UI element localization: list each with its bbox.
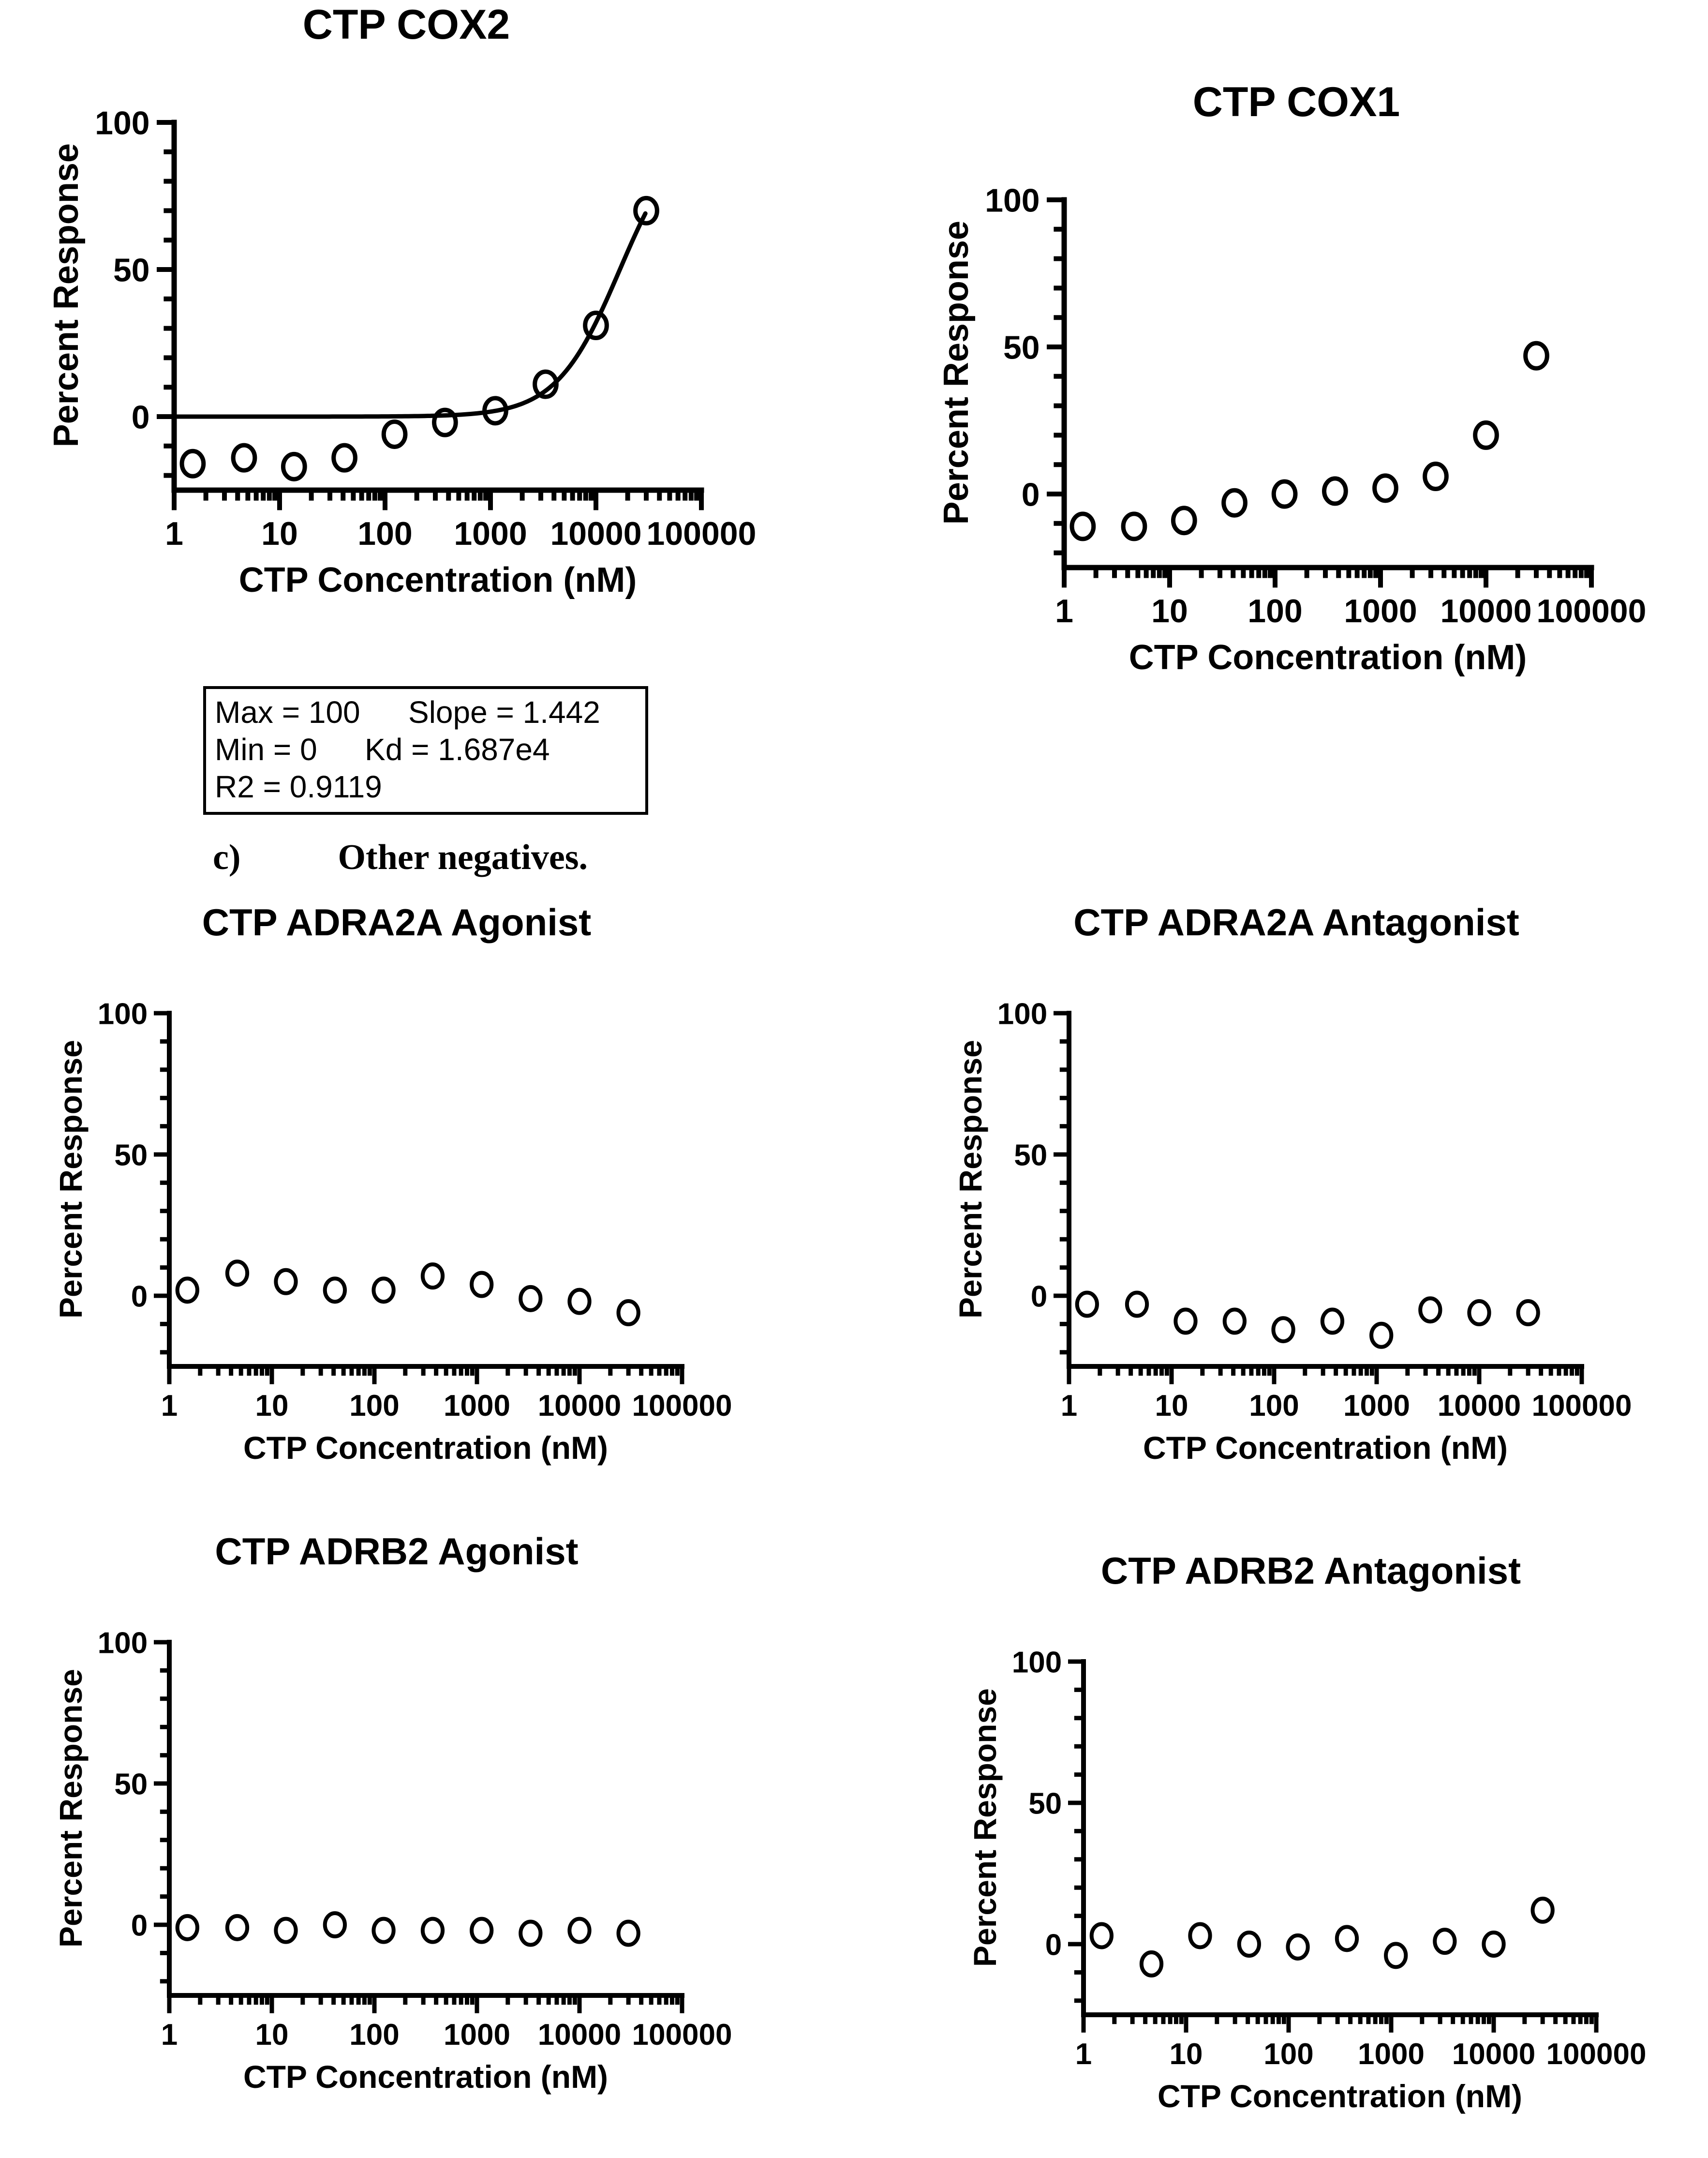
data-point xyxy=(1484,1933,1503,1956)
data-point xyxy=(569,1918,589,1942)
x-tick-label: 100000 xyxy=(1531,1389,1632,1423)
chart-plot-adrb2-agonist xyxy=(19,1574,774,2137)
data-series xyxy=(1077,1292,1538,1347)
fit-param-row-3 xyxy=(215,768,637,806)
data-point xyxy=(373,1278,393,1302)
fit-min-label: Min = 0 xyxy=(215,732,317,767)
x-tick-label: 1000 xyxy=(444,1389,510,1423)
data-series xyxy=(178,1913,639,1945)
x-tick-label: 100 xyxy=(349,2018,400,2052)
data-point xyxy=(1173,508,1195,533)
data-point xyxy=(472,1273,491,1296)
y-axis-title: Percent Response xyxy=(53,1668,89,1948)
data-point xyxy=(619,1921,639,1945)
x-tick-label: 10 xyxy=(1155,1389,1188,1423)
data-point xyxy=(325,1278,345,1302)
data-point xyxy=(472,1918,491,1942)
data-point xyxy=(1239,1933,1259,1956)
x-axis-title: CTP Concentration (nM) xyxy=(1143,1429,1508,1466)
data-point xyxy=(276,1918,296,1942)
x-axis-title: CTP Concentration (nM) xyxy=(238,561,637,600)
data-point xyxy=(520,1287,540,1310)
data-point xyxy=(1190,1924,1210,1947)
fit-parameters-box xyxy=(203,686,648,815)
data-point xyxy=(1142,1952,1161,1975)
y-tick-label: 100 xyxy=(1011,1645,1062,1679)
chart-panel-cox2 xyxy=(29,0,784,639)
data-point xyxy=(1225,1309,1245,1333)
x-axis-title: CTP Concentration (nM) xyxy=(1129,638,1527,677)
x-tick-label: 10 xyxy=(1151,593,1188,630)
data-point xyxy=(227,1261,247,1285)
fit-kd-label: Kd = 1.687e4 xyxy=(365,732,550,767)
x-tick-label: 100 xyxy=(1248,593,1303,630)
x-axis-title: CTP Concentration (nM) xyxy=(243,2058,609,2095)
chart-panel-cox1 xyxy=(919,77,1674,716)
data-point xyxy=(1375,476,1396,501)
fit-curve xyxy=(174,213,645,417)
data-point xyxy=(1288,1935,1307,1958)
data-point xyxy=(1469,1301,1489,1324)
data-point xyxy=(1322,1309,1342,1333)
data-point xyxy=(1127,1292,1147,1316)
x-tick-label: 10000 xyxy=(537,2018,622,2052)
x-tick-label: 1000 xyxy=(1343,1389,1410,1423)
x-tick-label: 1000 xyxy=(1344,593,1417,630)
x-tick-label: 10000 xyxy=(1437,1389,1521,1423)
data-point xyxy=(373,1918,393,1942)
data-point xyxy=(1092,1924,1112,1947)
y-tick-label: 100 xyxy=(985,182,1040,219)
y-tick-label: 100 xyxy=(997,997,1048,1031)
data-point xyxy=(1324,479,1346,504)
data-point xyxy=(1386,1944,1406,1967)
x-tick-label: 1 xyxy=(161,2018,178,2052)
data-point xyxy=(619,1301,639,1324)
x-axis-title: CTP Concentration (nM) xyxy=(1157,2078,1523,2114)
chart-title-cox2: CTP COX2 xyxy=(302,1,510,48)
data-point xyxy=(1273,1318,1293,1341)
data-point xyxy=(1274,481,1295,507)
y-tick-label: 0 xyxy=(131,1908,148,1942)
data-point xyxy=(227,1916,247,1939)
chart-title-cox1: CTP COX1 xyxy=(1192,79,1400,125)
data-point xyxy=(569,1289,589,1313)
data-point xyxy=(384,422,405,447)
chart-plot-adra2a-antagonist xyxy=(919,945,1674,1508)
data-point xyxy=(1526,343,1547,368)
x-tick-label: 10 xyxy=(255,1389,289,1423)
fit-slope-label: Slope = 1.442 xyxy=(408,695,600,730)
data-point xyxy=(325,1913,345,1936)
x-tick-label: 1 xyxy=(165,515,183,553)
x-tick-label: 100 xyxy=(1249,1389,1299,1423)
data-point xyxy=(283,454,305,480)
y-tick-label: 50 xyxy=(113,252,150,289)
y-tick-label: 0 xyxy=(1030,1279,1048,1313)
data-point xyxy=(1077,1292,1097,1316)
fit-max-label: Max = 100 xyxy=(215,695,360,730)
data-point xyxy=(1123,514,1145,539)
chart-title-adra2a-antagonist: CTP ADRA2A Antagonist xyxy=(1073,901,1519,944)
data-point xyxy=(178,1916,197,1939)
data-point xyxy=(1425,464,1447,489)
data-point xyxy=(1435,1930,1455,1953)
chart-title-adrb2-agonist: CTP ADRB2 Agonist xyxy=(215,1530,579,1573)
chart-panel-adra2a-antagonist xyxy=(919,900,1674,1510)
data-point xyxy=(1224,490,1246,515)
data-point xyxy=(1518,1301,1538,1324)
x-tick-label: 10 xyxy=(1169,2037,1203,2071)
x-tick-label: 1 xyxy=(1055,593,1073,630)
y-axis-title: Percent Response xyxy=(936,221,976,525)
y-tick-label: 0 xyxy=(1045,1928,1062,1962)
caption-text: Other negatives. xyxy=(338,838,588,877)
chart-panel-adrb2-agonist xyxy=(19,1529,774,2139)
chart-plot-cox2 xyxy=(29,50,784,637)
data-series xyxy=(178,1261,639,1324)
fit-param-row-2 xyxy=(215,731,637,768)
x-tick-label: 10000 xyxy=(1440,593,1532,630)
data-point xyxy=(233,445,255,470)
x-tick-label: 100000 xyxy=(1536,593,1647,630)
y-tick-label: 100 xyxy=(97,997,148,1031)
data-point xyxy=(1072,514,1094,539)
y-axis-title: Percent Response xyxy=(46,143,86,448)
x-tick-label: 100 xyxy=(357,515,413,553)
x-tick-label: 10000 xyxy=(550,515,642,553)
caption-label: c) xyxy=(213,838,241,877)
y-axis-title: Percent Response xyxy=(952,1039,989,1319)
data-point xyxy=(334,445,356,470)
data-point xyxy=(636,198,657,224)
y-tick-label: 50 xyxy=(1003,329,1040,366)
x-tick-label: 1 xyxy=(1075,2037,1092,2071)
x-tick-label: 10000 xyxy=(1452,2037,1536,2071)
chart-panel-adra2a-agonist xyxy=(19,900,774,1510)
y-tick-label: 0 xyxy=(1021,476,1040,513)
y-axis-title: Percent Response xyxy=(967,1688,1003,1967)
x-tick-label: 10 xyxy=(261,515,298,553)
data-point xyxy=(423,1264,443,1288)
x-tick-label: 1000 xyxy=(444,2018,510,2052)
data-point xyxy=(1371,1323,1391,1347)
chart-plot-cox1 xyxy=(919,127,1674,714)
x-tick-label: 1000 xyxy=(454,515,527,553)
y-axis-title: Percent Response xyxy=(53,1039,89,1319)
chart-plot-adrb2-antagonist xyxy=(934,1594,1688,2157)
y-tick-label: 50 xyxy=(114,1138,148,1172)
figure-caption xyxy=(213,837,588,878)
y-tick-label: 100 xyxy=(95,105,150,142)
x-tick-label: 100 xyxy=(349,1389,400,1423)
data-point xyxy=(178,1278,197,1302)
data-point xyxy=(1533,1899,1553,1922)
data-point xyxy=(1337,1927,1357,1950)
data-point xyxy=(1475,423,1497,448)
y-tick-label: 50 xyxy=(114,1767,148,1801)
data-series xyxy=(1092,1899,1553,1976)
x-tick-label: 100000 xyxy=(646,515,757,553)
x-tick-label: 100000 xyxy=(1546,2037,1647,2071)
fit-r2-label: R2 = 0.9119 xyxy=(215,769,382,804)
x-tick-label: 100000 xyxy=(632,1389,732,1423)
data-point xyxy=(1420,1298,1440,1321)
chart-title-adrb2-antagonist: CTP ADRB2 Antagonist xyxy=(1100,1549,1521,1592)
y-tick-label: 50 xyxy=(1014,1138,1048,1172)
data-point xyxy=(182,451,204,476)
x-tick-label: 100000 xyxy=(632,2018,732,2052)
data-series xyxy=(1072,343,1547,539)
y-tick-label: 0 xyxy=(131,399,150,436)
x-axis-title: CTP Concentration (nM) xyxy=(243,1429,609,1466)
chart-title-adra2a-agonist: CTP ADRA2A Agonist xyxy=(202,901,592,944)
x-tick-label: 1 xyxy=(1060,1389,1078,1423)
chart-plot-adra2a-agonist xyxy=(19,945,774,1508)
data-point xyxy=(423,1918,443,1942)
chart-panel-adrb2-antagonist xyxy=(934,1548,1688,2158)
data-point xyxy=(520,1921,540,1945)
x-tick-label: 1 xyxy=(161,1389,178,1423)
fit-param-row-1 xyxy=(215,694,637,731)
x-tick-label: 100 xyxy=(1263,2037,1314,2071)
x-tick-label: 10 xyxy=(255,2018,289,2052)
y-tick-label: 50 xyxy=(1028,1786,1062,1820)
data-point xyxy=(1175,1309,1195,1333)
x-tick-label: 10000 xyxy=(537,1389,622,1423)
data-point xyxy=(276,1270,296,1293)
y-tick-label: 0 xyxy=(131,1279,148,1313)
y-tick-label: 100 xyxy=(97,1626,148,1660)
x-tick-label: 1000 xyxy=(1358,2037,1425,2071)
